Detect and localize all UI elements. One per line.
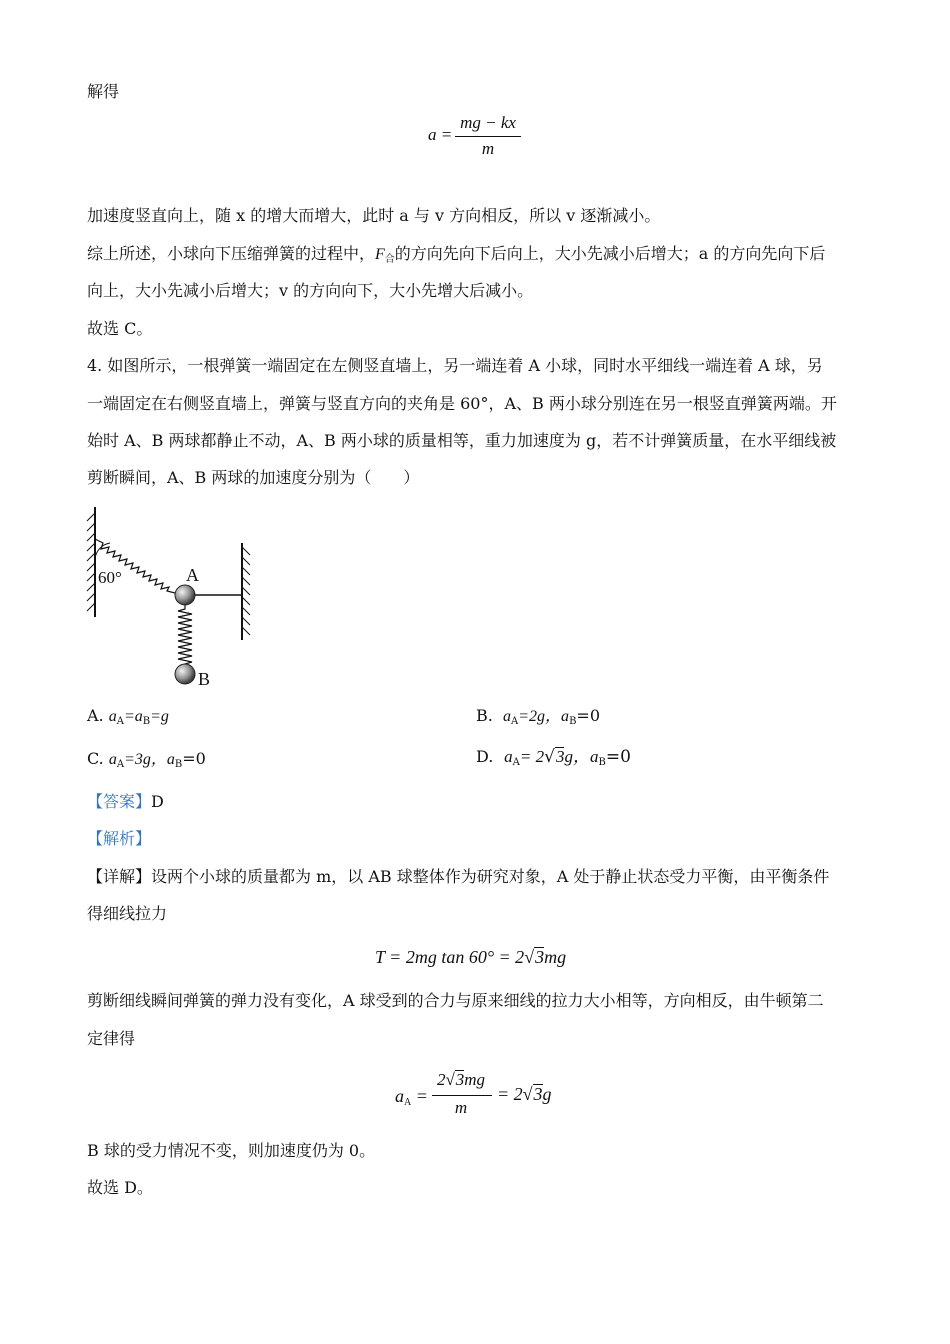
option-c-t3: =0 (182, 749, 206, 768)
accel-direction-text: 加速度竖直向上，随 x 的增大而增大，此时 a 与 v 方向相反，所以 v 逐渐减小。 (87, 206, 661, 225)
angle-label: 60° (98, 568, 122, 587)
eq3-rhs-rad: 3 (533, 1084, 543, 1104)
eq3-lhs-a: a (395, 1086, 404, 1106)
detail-line-1 (87, 866, 829, 888)
eq3-num-post: mg (464, 1070, 486, 1089)
summary-line-1 (87, 243, 825, 271)
eq3-denominator: m (454, 1098, 468, 1117)
summary-line-2: 向上，大小先减小后增大；v 的方向向下，大小先增大后减小。 (87, 281, 534, 300)
option-d-rad: 3 (555, 747, 565, 766)
option-a-t2: =a (123, 708, 143, 725)
option-d-t2: = 2 (519, 747, 545, 766)
q4-line-4: 剪断瞬间，A、B 两球的加速度分别为（ ） (87, 468, 420, 487)
eq2-left: T = 2mg tan 60° = 2 (375, 947, 525, 967)
ball-a (175, 585, 195, 605)
option-c-t1: a (108, 751, 117, 768)
detail-label: 【详解】 (87, 867, 152, 886)
eq2-right: mg (544, 947, 567, 967)
detail-text-1: 设两个小球的质量都为 m，以 AB 球整体作为研究对象，A 处于静止状态受力平衡，由平衡条件 (151, 867, 830, 886)
eq2-rad: 3 (535, 947, 545, 967)
choose-d: 故选 D。 (87, 1178, 153, 1197)
option-b-t2: =2g，a (518, 708, 570, 725)
eq3-rhs-post: g (542, 1084, 552, 1104)
left-wall-hatching (87, 513, 95, 611)
eq1-numerator: mg − kx (460, 113, 516, 132)
ball-b-label: B (198, 669, 211, 689)
eq3-num-pre: 2 (436, 1070, 446, 1089)
option-d-t4: =0 (605, 747, 631, 767)
eq3-lhs: $a_A$ = (395, 1086, 428, 1108)
option-b-t3: =0 (576, 706, 601, 725)
option-c-s1: A (116, 759, 125, 770)
option-a-s1: A (116, 716, 124, 727)
eq1-denominator: m (481, 139, 495, 158)
option-d-s1: A (512, 757, 520, 768)
option-b-label: B. (476, 706, 493, 725)
option-d-label: D. (476, 747, 494, 766)
eq3-rhs-pre: = 2 (497, 1084, 523, 1104)
summary-f-sub: 合 (384, 254, 395, 265)
detail-line-2: 得细线拉力 (87, 904, 168, 923)
option-d-t3: g，a (564, 747, 599, 766)
eq3-rhs: = 2√3g (497, 1084, 552, 1104)
solve-label: 解得 (87, 82, 120, 101)
ball-b (175, 664, 195, 684)
option-b-s2: B (569, 716, 577, 727)
eq3-fraction-bar (432, 1095, 492, 1096)
option-c-s2: B (174, 759, 183, 770)
eq3-lhs-sub: A (404, 1097, 412, 1108)
eq1-lhs: a = (428, 125, 453, 144)
eq1-fraction-bar (455, 136, 521, 137)
option-b-s1: A (511, 716, 519, 727)
vertical-spring (178, 603, 192, 669)
answer-line (87, 791, 164, 813)
spring-diagram (85, 505, 270, 690)
equation-tension: T = 2mg tan 60° = 2√3mg (375, 947, 567, 967)
analysis-line (87, 828, 151, 850)
spring-diagram-svg (85, 505, 270, 690)
summary-pre: 综上所述，小球向下压缩弹簧的过程中， (87, 244, 376, 263)
option-a-s2: B (142, 716, 151, 727)
option-c-t2: =3g，a (124, 751, 175, 768)
summary-f: F (375, 246, 385, 263)
option-b (476, 705, 600, 733)
q4-line-3: 始时 A、B 两球都静止不动，A、B 两小球的质量相等，重力加速度为 g，若不计弹簧质量，在水平细线被 (87, 431, 837, 450)
option-d-s2: B (598, 757, 606, 768)
eq3-numerator: 2√3mg (436, 1070, 486, 1089)
option-a-t3: =g (150, 708, 169, 725)
option-c-label: C. (87, 749, 104, 768)
option-a-t1: a (108, 708, 117, 725)
q4-line-2: 一端固定在右侧竖直墙上，弹簧与竖直方向的夹角是 60°，A、B 两小球分别连在另一根竖直弹簧两端。开 (87, 394, 837, 413)
option-d-t1: a (504, 747, 513, 766)
option-a (87, 705, 169, 733)
q4-line-1: 4. 如图所示，一根弹簧一端固定在左侧竖直墙上，另一端连着 A 小球，同时水平细线一端连着 A 球，另 (87, 356, 823, 375)
right-wall-hatching (242, 547, 250, 635)
b-ball-text: B 球的受力情况不变，则加速度仍为 0。 (87, 1141, 376, 1160)
summary-post: 的方向先向下后向上，大小先减小后增大；a 的方向先向下后 (394, 244, 826, 263)
option-b-t1: a (503, 708, 512, 725)
option-d: D. $a_A= 2√3g$，$a_B=0$ (476, 747, 631, 768)
answer-label: 【答案】 (87, 792, 152, 811)
ball-a-label: A (186, 565, 199, 585)
analysis-label: 【解析】 (87, 829, 152, 848)
choose-c: 故选 C。 (87, 319, 153, 338)
cut-line-1: 剪断细线瞬间弹簧的弹力没有变化，A 球受到的合力与原来细线的拉力大小相等，方向相反，由牛顿第二 (87, 991, 824, 1010)
option-c (87, 748, 206, 776)
eq3-num-rad: 3 (455, 1070, 465, 1089)
answer-value: D (151, 792, 164, 811)
option-a-label: A. (87, 706, 104, 725)
cut-line-2: 定律得 (87, 1029, 136, 1048)
